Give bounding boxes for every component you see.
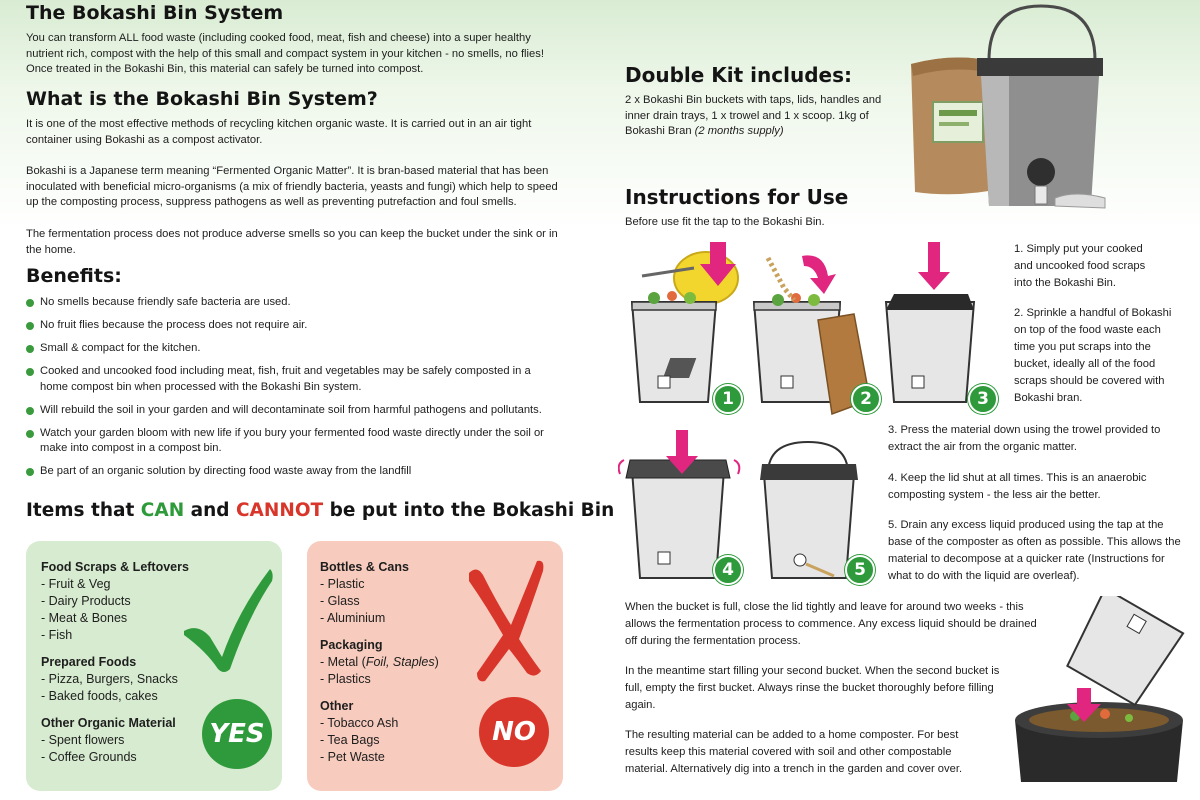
cannot-box bbox=[307, 541, 563, 791]
bullet-icon bbox=[26, 407, 34, 415]
can-group-title: Other Organic Material bbox=[41, 716, 176, 730]
can-group-title: Food Scraps & Leftovers bbox=[41, 560, 189, 574]
bullet-icon bbox=[26, 345, 34, 353]
cannot-item: - Tobacco Ash bbox=[320, 716, 399, 730]
no-badge: NO bbox=[479, 697, 549, 767]
can-item: - Spent flowers bbox=[41, 733, 125, 747]
cannot-group-title: Other bbox=[320, 699, 354, 713]
bokashi-bin-illustration bbox=[977, 6, 1105, 208]
cannot-item: - Aluminium bbox=[320, 611, 386, 625]
benefit-item: Will rebuild the soil in your garden and will decontaminate soil from harmful pathogens and pollutants. bbox=[26, 403, 571, 419]
second-bucket-paragraph: In the meantime start filling your second bucket. When the second bucket is full, empty the first bucket. Always rinse the bucket thoroughly before filling again. bbox=[625, 665, 1000, 711]
cannot-item: - Plastics bbox=[320, 672, 371, 686]
cannot-item: - Pet Waste bbox=[320, 750, 385, 764]
cannot-group-title: Bottles & Cans bbox=[320, 560, 409, 574]
benefits-heading: Benefits: bbox=[26, 265, 122, 287]
cannot-item: - Plastic bbox=[320, 577, 365, 591]
cannot-group-title: Packaging bbox=[320, 638, 383, 652]
cross-icon bbox=[449, 555, 549, 685]
can-item: - Dairy Products bbox=[41, 594, 131, 608]
benefit-item: Be part of an organic solution by directing food waste away from the landfill bbox=[26, 464, 571, 480]
result-paragraph: The resulting material can be added to a home composter. For best results keep this material covered with soil and other compostable material. Alternatively dig into a trench in the garden and cover over. bbox=[625, 729, 963, 775]
cannot-item: - Metal (Foil, Staples) bbox=[320, 655, 439, 669]
benefit-item: Cooked and uncooked food including meat, fish, fruit and vegetables may be safely composted in a home compost bin when processed with the Bokashi Bin system. bbox=[26, 364, 555, 395]
can-item: - Meat & Bones bbox=[41, 611, 128, 625]
can-item: - Fish bbox=[41, 628, 73, 642]
step-4-text: 4. Keep the lid shut at all times. This is an anaerobic composting system - the less air the better. bbox=[888, 472, 1147, 501]
what-is-paragraph-3: The fermentation process does not produce adverse smells so you can keep the bucket under the sink or in the home. bbox=[26, 228, 558, 256]
benefits-list bbox=[26, 295, 571, 487]
bullet-icon bbox=[26, 430, 34, 438]
bin-step-5-illustration bbox=[760, 442, 858, 578]
bullet-icon bbox=[26, 299, 34, 307]
bullet-icon bbox=[26, 322, 34, 330]
kit-heading: Double Kit includes: bbox=[625, 63, 852, 87]
benefit-item: No fruit flies because the process does not require air. bbox=[26, 318, 571, 334]
benefit-item: Watch your garden bloom with new life if you bury your fermented food waste directly under the soil or make into compost in a compost bin. bbox=[26, 426, 555, 457]
emptying-bin-illustration bbox=[1005, 596, 1193, 786]
step-2-text: 2. Sprinkle a handful of Bokashi on top of the food waste each time you put scraps into the bucket, ideally all of the food scraps should be covered with Bokashi bran. bbox=[1014, 307, 1172, 404]
can-item: - Coffee Grounds bbox=[41, 750, 137, 764]
step-1-text: 1. Simply put your cooked and uncooked food scraps into the Bokashi Bin. bbox=[1014, 243, 1146, 289]
product-illustration bbox=[905, 2, 1195, 212]
bullet-icon bbox=[26, 468, 34, 476]
bullet-icon bbox=[26, 368, 34, 376]
can-item: - Pizza, Burgers, Snacks bbox=[41, 672, 178, 686]
page-title: The Bokashi Bin System bbox=[26, 2, 284, 24]
items-heading: Items that CAN and CANNOT be put into the Bokashi Bin bbox=[26, 500, 615, 521]
can-item: - Fruit & Veg bbox=[41, 577, 111, 591]
yes-badge: YES bbox=[202, 699, 272, 769]
can-box bbox=[26, 541, 282, 791]
step-number-2: 2 bbox=[851, 384, 881, 414]
can-item: - Baked foods, cakes bbox=[41, 689, 158, 703]
benefit-item: No smells because friendly safe bacteria are used. bbox=[26, 295, 571, 311]
instructions-heading: Instructions for Use bbox=[625, 185, 849, 209]
what-is-heading: What is the Bokashi Bin System? bbox=[26, 88, 378, 110]
full-bucket-paragraph: When the bucket is full, close the lid tightly and leave for around two weeks - this allows the fermentation process to commence. Any excess liquid should be drained off during the fermentation process. bbox=[625, 601, 1037, 647]
what-is-paragraph-1: It is one of the most effective methods of recycling kitchen organic waste. It is carried out in an air tight container using Bokashi as a compost activator. bbox=[26, 118, 532, 146]
step-number-4: 4 bbox=[713, 555, 743, 585]
kit-text: 2 x Bokashi Bin buckets with taps, lids, handles and inner drain trays, 1 x trowel and 1 x scoop. 1kg of Bokashi Bran (2 months supply) bbox=[625, 94, 882, 137]
cannot-item: - Tea Bags bbox=[320, 733, 380, 747]
instructions-subtitle: Before use fit the tap to the Bokashi Bin. bbox=[625, 216, 825, 228]
intro-text: You can transform ALL food waste (including cooked food, meat, fish and cheese) into a super healthy nutrient rich, compost with the help of this small and compact system in your kitchen - no smells, no flies! Once treated in the Bokashi Bin, this material can safely be turned into compost. bbox=[26, 32, 544, 75]
what-is-paragraph-2: Bokashi is a Japanese term meaning “Fermented Organic Matter”. It is bran-based material that has been inoculated with beneficial micro-organisms (a mix of friendly bacteria, yeasts and fungi) which help to speed up the composting process, suppress pathogens as well as preventing putrefaction and foul smells. bbox=[26, 165, 558, 208]
step-number-1: 1 bbox=[713, 384, 743, 414]
step-number-3: 3 bbox=[968, 384, 998, 414]
checkmark-icon bbox=[176, 559, 276, 679]
step-number-5: 5 bbox=[845, 555, 875, 585]
can-group-title: Prepared Foods bbox=[41, 655, 137, 669]
step-5-text: 5. Drain any excess liquid produced using the tap at the base of the composter as often as possible. This allows the material to decompose at a quicker rate (Instructions for what to do with the liquid are overleaf). bbox=[888, 519, 1181, 582]
step-3-text: 3. Press the material down using the trowel provided to extract the air from the organic matter. bbox=[888, 424, 1161, 453]
benefit-item: Small & compact for the kitchen. bbox=[26, 341, 571, 357]
bin-step-3-illustration bbox=[886, 294, 974, 402]
cannot-item: - Glass bbox=[320, 594, 360, 608]
